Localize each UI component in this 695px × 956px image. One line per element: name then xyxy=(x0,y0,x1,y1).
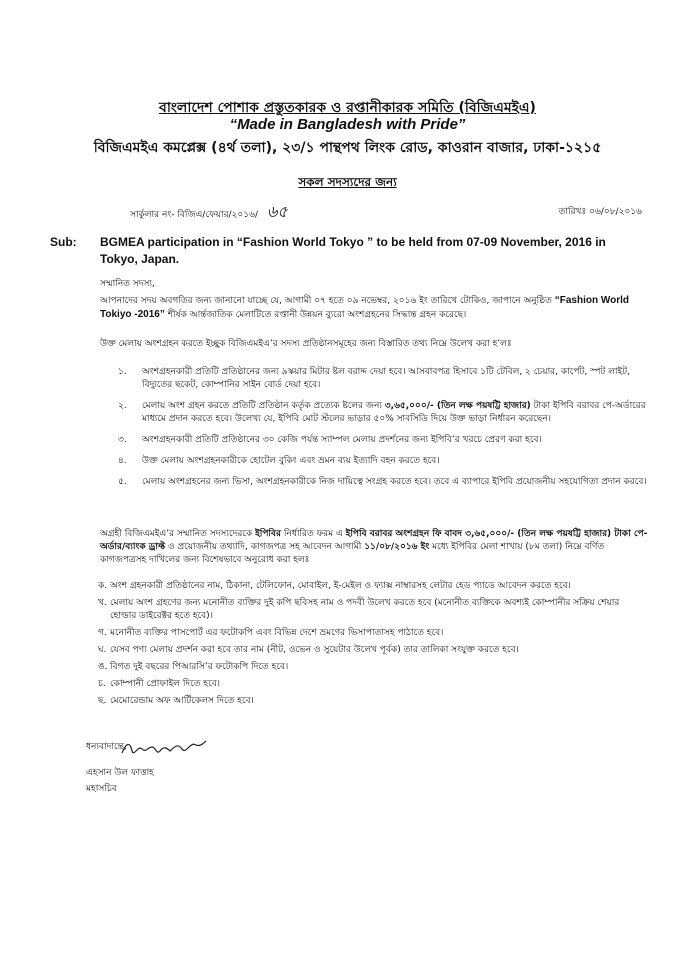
document-item-letter: ছ. xyxy=(98,696,107,706)
document-item xyxy=(98,678,646,691)
circular-date: তারিখঃ ০৬/০৮/২০১৬ xyxy=(558,207,642,217)
request-paragraph xyxy=(100,528,648,567)
document-item-letter: ঘ. xyxy=(98,645,107,655)
request-bold: ইপিবির xyxy=(255,529,281,539)
closing-thanks: ধন্যবাদান্তে, xyxy=(86,742,127,752)
documents-list xyxy=(98,580,646,712)
circular-number-handwritten: ৬৫ xyxy=(266,202,288,221)
list-item-number: ৩. xyxy=(118,435,127,445)
intro-fair-name: “Fashion World Tokiyo -2016” xyxy=(100,295,629,320)
document-item-text: অংশ গ্রহনকারী প্রতিষ্ঠানের নাম, ঠিকানা, টেলিফোন, মোবাইল, ই-মেইল ও ফ্যাক্স নাম্বারসহ লেটার হেড প্যাডে আবেদন করতে হবে। xyxy=(110,581,571,591)
list-item-number: ১. xyxy=(118,367,127,377)
list-item xyxy=(100,434,648,447)
list-item xyxy=(100,400,648,426)
document-item-letter: খ. xyxy=(98,598,107,608)
subject-line xyxy=(50,234,640,268)
intro-paragraph xyxy=(100,294,648,322)
list-item-number: ৫. xyxy=(118,477,127,487)
document-item-letter: গ. xyxy=(98,628,107,638)
organization-name: বাংলাদেশ পোশাক প্রস্তুতকারক ও রপ্তানীকারক সমিতি (বিজিএমইএ) xyxy=(159,100,536,116)
list-item-text: মেলায় অংশ গ্রহন করতে প্রতিটি প্রতিষ্ঠান কর্তৃক প্রত্যেক ষ্টলের জন্য xyxy=(142,401,385,411)
intro-text-2: শীর্ষক আর্ন্তজাতিক মেলাটিতে রপ্তানী উন্নয়ন ব্যুরো অংশগ্রহনের সিদ্ধান্ত গ্রহন করেছে। xyxy=(164,310,467,320)
signatory-title: মহাসচিব xyxy=(86,784,117,794)
list-item xyxy=(100,455,648,468)
salutation: সম্মানিত সদস্য, xyxy=(100,279,155,289)
handwritten-signature xyxy=(118,735,208,761)
list-item-text: অংশগ্রহনকারী প্রতিটি প্রতিষ্ঠানের ৩০ কেজি পর্যন্ত স্যাম্পল মেলায় প্রদর্শনের জন্য ইপিবি’র খরচে প্রেরণ করা হবে। xyxy=(142,435,542,445)
intro-text-1: আপনাদের সদয় অবগতির জন্য জানানো যাচ্ছে যে, আগামী ০৭ হতে ০৯ নভেম্বর, ২০১৬ ইং তারিখে টোকিও, জাপানে অনুষ্ঠিত xyxy=(100,296,555,306)
list-item-text: মেলায় অংশগ্রহনের জন্য ভিসা, অংশগ্রহনকারীকে নিজ দায়িত্বে সংগ্রহ করতে হবে। তবে এ ব্যাপারে ইপিবি প্রয়োজনীয় সহযোগিতা প্রদান করবে। xyxy=(142,477,647,487)
document-item-text: যেসব পণ্য মেলায় প্রদর্শন করা হবে তার নাম (নীট, ওভেন ও সুয়েটার উলেখ পূর্বক) তার তালিকা সংযুক্ত করতে হবে। xyxy=(110,645,519,655)
document-item-letter: ক. xyxy=(98,581,108,591)
document-item xyxy=(98,661,646,674)
document-item-letter: ঙ. xyxy=(98,662,108,672)
details-intro: উক্ত মেলায় অংশগ্রহন করতে ইচ্ছুক বিজিএমইএ’র সদস্য প্রতিষ্ঠানসমূহের জন্য বিস্তারিত তথ্য নিম্নে উলেখ করা হ’লঃ xyxy=(100,339,512,349)
subject-label: Sub: xyxy=(50,235,77,249)
subject-text: BGMEA participation in “Fashion World Tokyo ” to be held from 07-09 November, 2016 in Tokyo, Japan. xyxy=(100,235,606,266)
circular-number xyxy=(130,202,288,221)
audience-heading: সকল সদস্যদের জন্য xyxy=(298,175,397,189)
document-item-text: কোম্পানী প্রোফাইল দিতে হবে। xyxy=(110,679,220,689)
address: বিজিএমইএ কমপ্লেক্স (৪র্থ তলা), ২৩/১ পান্থপথ লিংক রোড, কাওরান বাজার, ঢাকা-১২১৫ xyxy=(93,140,602,156)
fee-amount: ৩,৬৫,০০০/- (তিন লক্ষ পয়ষট্টি হাজার) xyxy=(384,401,531,411)
request-deadline: ১১/০৮/২০১৬ ইং xyxy=(364,542,430,552)
document-item-text: মেলায় অংশ গ্রহণের জন্য মনোনীত ব্যক্তির দুই কপি ছবিসহ নাম ও পদবী উলেখ করতে হবে (মনোনীত ব্যক্তিকে অবশ্যই কোম্পানীর সক্রিয় শেয়ার হোল্ডার ডাইরেক্টর হতে হবে)। xyxy=(110,598,620,621)
document-item xyxy=(98,597,646,623)
document-item-text: মনোনীত ব্যক্তির পাসপোর্ট এর ফটোকপি এবং বিভিন্ন দেশে ভ্রমণের ভিসাপাতাসহ পাঠাতে হবে। xyxy=(110,628,444,638)
list-item-number: ৪. xyxy=(118,456,127,466)
list-item-text: উক্ত মেলায় অংশগ্রহনকারীকে হোটেল বুকিং এবং ভ্রমন ব্যয় ইত্যাদি বহন করতে হবে। xyxy=(142,456,440,466)
document-item xyxy=(98,580,646,593)
document-item xyxy=(98,644,646,657)
request-text: অগ্রহী বিজিএমইএ’র সম্মানিত সদস্যদেরকে xyxy=(100,529,256,539)
list-item-number: ২. xyxy=(118,401,127,411)
details-list xyxy=(100,366,648,497)
list-item xyxy=(100,366,648,392)
document-item xyxy=(98,695,646,708)
request-text: নির্ধারিত ফরম এ xyxy=(280,529,346,539)
list-item-text: টাকা ইপিবি বরাবর পে-অর্ডারের মাধ্যমে প্রদান করতে হবে। উলেখ্য যে, ইপিবি মোট স্টলের ভাড়ার ৫০% সাবসিডি দিয়ে উক্ত ভাড়া নির্ধারন করেছেন। xyxy=(142,401,646,424)
document-item-letter: চ. xyxy=(98,679,106,689)
signatory-name: এহসান উল ফাত্তাহ xyxy=(86,768,154,778)
slogan: “Made in Bangladesh with Pride” xyxy=(229,116,466,133)
circular-number-text: সার্কুলার নং- বিজিএ/ফেয়ার/২০১৬/ xyxy=(130,210,258,220)
request-text: মধ্যে ইপিবির মেলা শাখায় (৮ম তলা) নিম্নে বর্ণিত কাগজপত্রসহ দাখিলের জন্য বিশেষভাবে অনুরোধ করা হলঃ xyxy=(100,542,605,565)
document-item-text: বিগত দুই বছরের পিআরসি’র ফটোকপি দিতে হবে। xyxy=(110,662,289,672)
request-text: ও প্রয়োজনীয় তথ্যাদি, কাগজপত্র সহ আবেদন আগামী xyxy=(165,542,365,552)
document-item xyxy=(98,627,646,640)
list-item xyxy=(100,476,648,489)
document-item-text: মেমোরেন্ডাম অফ আর্টিকেলস দিতে হবে। xyxy=(110,696,254,706)
list-item-text: অংশগ্রহনকারী প্রতিটি প্রতিষ্ঠানের জন্য ৯স্কয়ার মিটার ষ্টল বরাদ্দ দেয়া হবে। আসবাবপত্র হিসাবে ১টি টেবিল, ২ চেয়ার, কার্পেট, স্পট লাইট, বিদ্যুতের ছকেট, কোম্পানির সাইন বোর্ড দেয়া হবে। xyxy=(142,367,630,390)
request-fee: ইপিবি বরাবর অংশগ্রহন ফি বাবদ ৩,৬৫,০০০/- (তিন লক্ষ পয়ষট্টি হাজার) টাকা পে-অর্ডার/ব্যাংক ড্রাফ্ট xyxy=(100,529,648,552)
